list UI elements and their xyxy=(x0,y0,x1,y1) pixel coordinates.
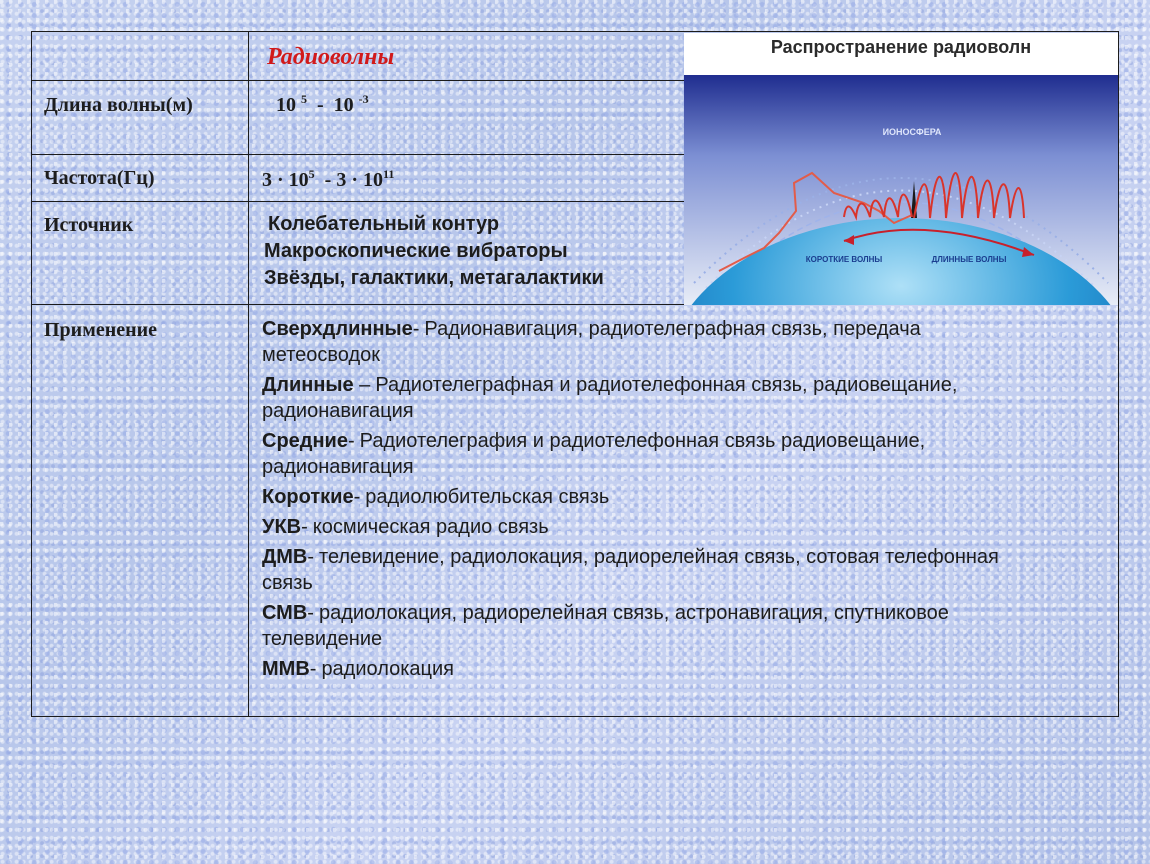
frequency-label: Частота(Гц) xyxy=(44,167,155,189)
application-sep: - xyxy=(307,602,314,624)
frequency-b-base: 10 xyxy=(363,169,384,191)
wavelength-base2: 10 xyxy=(333,94,354,116)
table-border-right xyxy=(1118,31,1119,717)
frequency-dash: - xyxy=(324,169,337,191)
application-desc: радионавигация xyxy=(262,400,414,422)
column-divider xyxy=(248,31,249,717)
application-item xyxy=(262,542,1112,598)
application-item xyxy=(262,314,1112,370)
ionosphere-label: ИОНОСФЕРА xyxy=(882,127,942,137)
application-sep: - xyxy=(309,658,317,680)
frequency-value xyxy=(262,167,394,193)
application-desc: телевидение xyxy=(262,628,383,650)
application-sep: – xyxy=(353,374,371,396)
application-item xyxy=(262,598,1112,654)
application-sep: - xyxy=(301,516,308,538)
application-item xyxy=(262,512,1112,542)
frequency-b-coef: 3 · xyxy=(336,169,359,191)
table-title: Радиоволны xyxy=(267,44,395,70)
table-border-top xyxy=(31,31,1119,32)
application-desc: радионавигация xyxy=(262,456,414,478)
application-type: Средние xyxy=(262,430,348,452)
application-desc: Радиотелеграфия и радиотелефонная связь радиовещание, xyxy=(359,430,926,452)
radio-propagation-illustration xyxy=(684,33,1118,305)
application-item xyxy=(262,370,1112,426)
frequency-a-base: 10 xyxy=(288,169,309,191)
table-border-bottom xyxy=(31,716,1119,717)
wavelength-value xyxy=(276,92,369,118)
application-item xyxy=(262,426,1112,482)
application-sep: - xyxy=(307,546,315,568)
application-desc: телевидение, радиолокация, радиорелейная связь, сотовая телефонная xyxy=(319,546,999,568)
wavelength-dash: - xyxy=(317,94,324,116)
application-type: ДМВ xyxy=(262,546,308,568)
application-item xyxy=(262,654,1112,684)
application-type: Сверхдлинные xyxy=(262,318,413,340)
source-item: Колебательный контур xyxy=(268,213,500,235)
application-sep: - xyxy=(412,318,420,340)
source-list xyxy=(264,211,684,292)
application-sep: - xyxy=(353,486,361,508)
application-list xyxy=(262,314,1112,684)
frequency-a-exp: 5 xyxy=(308,167,315,181)
application-type: УКВ xyxy=(262,516,302,538)
application-type: ММВ xyxy=(262,658,310,680)
wavelength-exp2: -3 xyxy=(358,92,369,106)
application-sep: - xyxy=(347,430,355,452)
source-label: Источник xyxy=(44,214,134,236)
application-desc: радиолокация xyxy=(321,658,454,680)
application-desc: метеосводок xyxy=(262,344,381,366)
source-item: Звёзды, галактики, метагалактики xyxy=(264,267,604,289)
application-desc: космическая радио связь xyxy=(312,516,549,538)
application-label: Применение xyxy=(44,319,158,341)
application-desc: радиолокация, радиорелейная связь, астронавигация, спутниковое xyxy=(318,602,949,624)
short-waves-label: КОРОТКИЕ ВОЛНЫ xyxy=(805,255,883,264)
frequency-a-coef: 3 · xyxy=(262,169,284,191)
source-item: Макроскопические вибраторы xyxy=(264,240,568,262)
application-type: СМВ xyxy=(262,602,308,624)
wavelength-label: Длина волны(м) xyxy=(44,94,193,116)
application-desc: Радиотелеграфная и радиотелефонная связь, радиовещание, xyxy=(375,374,958,396)
frequency-b-exp: 11 xyxy=(383,167,395,181)
application-desc: связь xyxy=(262,572,313,594)
wavelength-exp1: 5 xyxy=(301,92,307,106)
table-border-left xyxy=(31,31,32,717)
application-item xyxy=(262,482,1112,512)
application-type: Длинные xyxy=(262,374,354,396)
propagation-diagram xyxy=(684,33,1118,305)
wavelength-base1: 10 xyxy=(276,94,296,116)
illustration-title: Распространение радиоволн xyxy=(770,37,1032,57)
application-desc: радиолюбительская связь xyxy=(365,486,610,508)
long-waves-label: ДЛИННЫЕ ВОЛНЫ xyxy=(931,255,1007,264)
application-type: Короткие xyxy=(262,486,354,508)
application-desc: Радионавигация, радиотелеграфная связь, передача xyxy=(424,318,921,340)
